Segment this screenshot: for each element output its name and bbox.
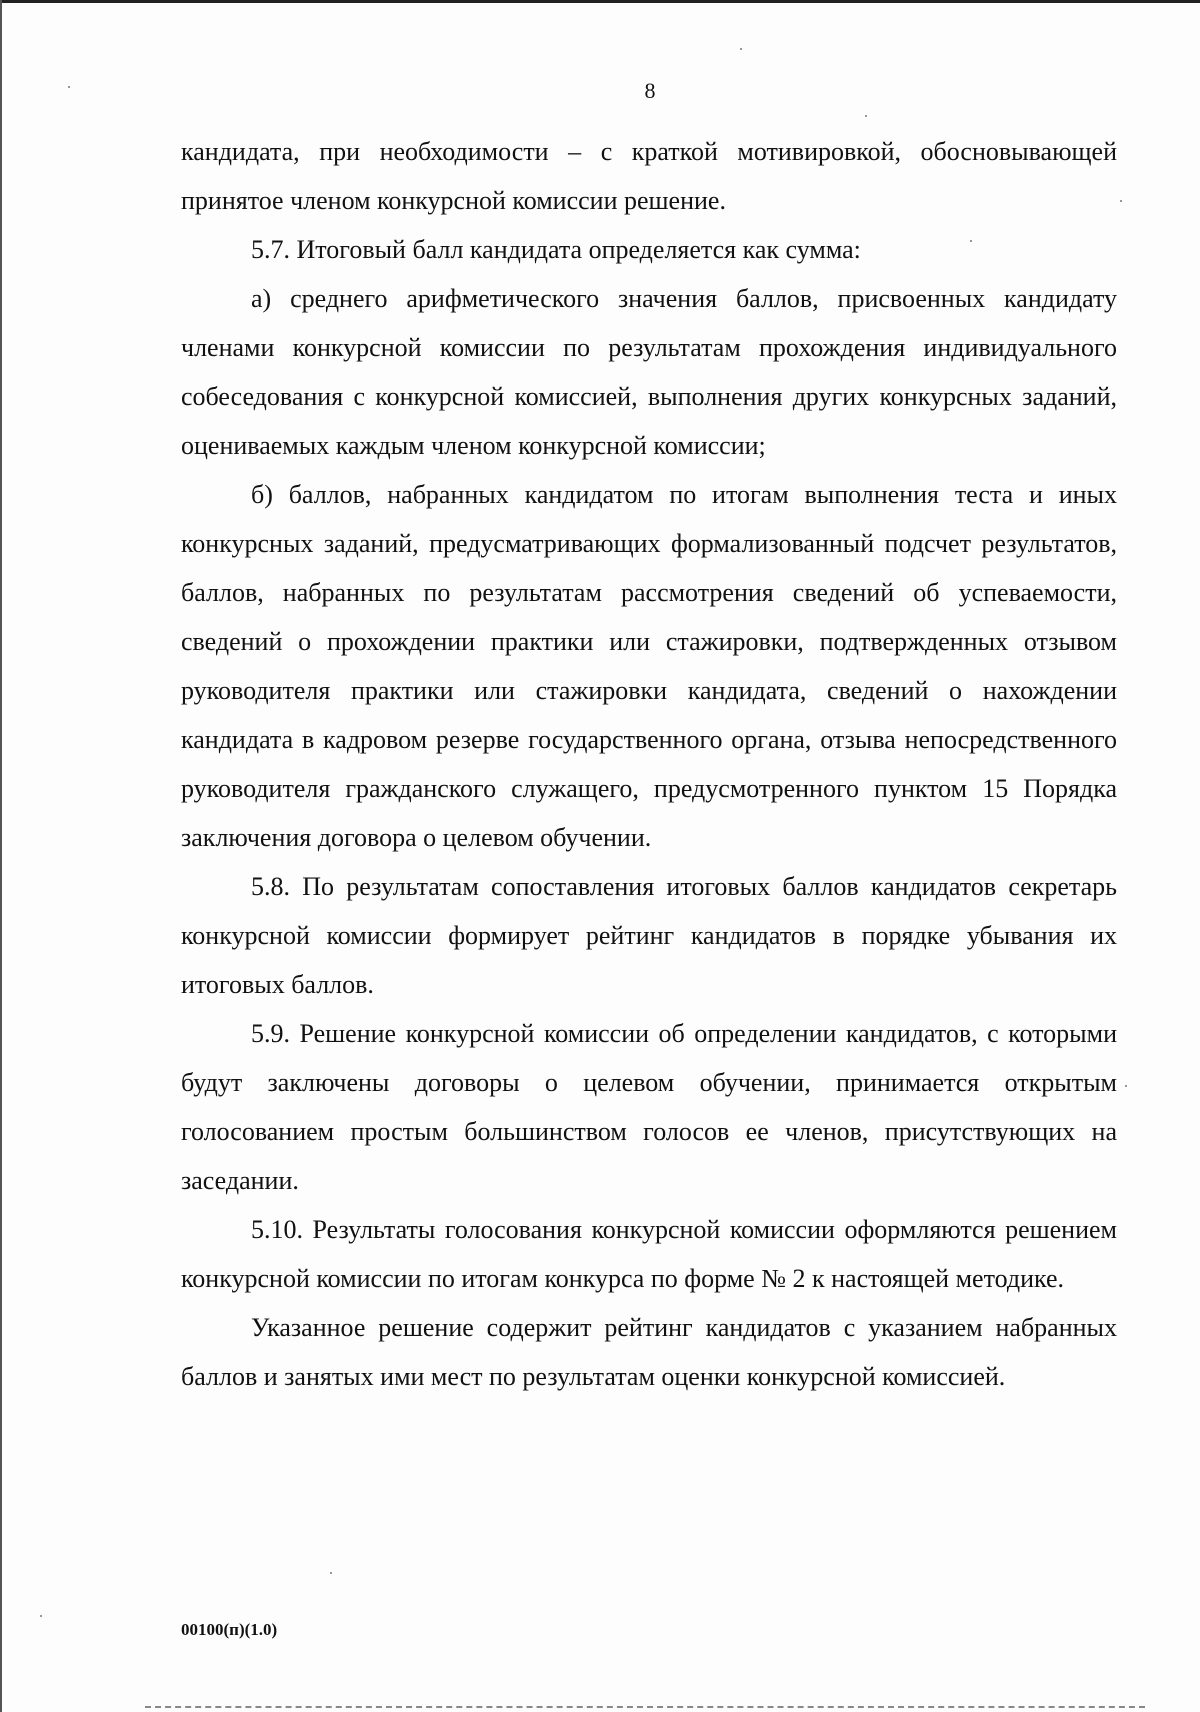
paragraph-5-8: 5.8. По результатам сопоставления итоговых баллов кандидатов секретарь конкурсной комиссии формирует рейтинг кандидатов в порядке убывания их итоговых баллов. [181, 872, 1117, 999]
paragraph-5-7-b: б) баллов, набранных кандидатом по итогам выполнения теста и иных конкурсных заданий, предусматривающих формализованный подсчет результатов, баллов, набранных по результатам рассмотрения сведений об успеваемости, сведений о прохождении практики или стажировки, подтвержденных отзывом руководителя практики или стажировки кандидата, сведений о нахождении кандидата в кадровом резерве государственного органа, отзыва непосредственного руководителя гражданского служащего, предусмотренного пунктом 15 Порядка заключения договора о целевом обучении. [181, 480, 1117, 852]
scan-speck [740, 48, 742, 50]
scan-left-edge [0, 0, 2, 1712]
scan-speck [1125, 1085, 1127, 1087]
scan-speck [68, 86, 70, 88]
paragraph-5-10: 5.10. Результаты голосования конкурсной комиссии оформляются решением конкурсной комиссии по итогам конкурса по форме № 2 к настоящей методике. [181, 1215, 1117, 1293]
document-body [181, 127, 1117, 1401]
footer-form-code: 00100(п)(1.0) [181, 1620, 278, 1639]
scan-top-edge [0, 0, 1200, 3]
scan-speck [970, 240, 972, 242]
paragraph-decision-note: Указанное решение содержит рейтинг кандидатов с указанием набранных баллов и занятых ими мест по результатам оценки конкурсной комиссией. [181, 1313, 1117, 1391]
page-number: 8 [644, 78, 656, 103]
paragraph-5-7-a: а) среднего арифметического значения баллов, присвоенных кандидату членами конкурсной комиссии по результатам прохождения индивидуального собеседования с конкурсной комиссией, выполнения других конкурсных заданий, оцениваемых каждым членом конкурсной комиссии; [181, 284, 1117, 460]
scan-bottom-edge [145, 1706, 1145, 1710]
scan-speck [865, 115, 867, 117]
paragraph-5-7: 5.7. Итоговый балл кандидата определяется как сумма: [251, 235, 861, 264]
scan-speck [40, 1615, 42, 1617]
paragraph-5-9: 5.9. Решение конкурсной комиссии об определении кандидатов, с которыми будут заключены договоры о целевом обучении, принимается открытым голосованием простым большинством голосов ее членов, присутствующих на заседании. [181, 1019, 1117, 1195]
scan-speck [330, 1572, 332, 1574]
paragraph-continuation: кандидата, при необходимости – с краткой мотивировкой, обосновывающей принятое членом конкурсной комиссии решение. [181, 137, 1117, 215]
scan-speck [1120, 200, 1122, 202]
